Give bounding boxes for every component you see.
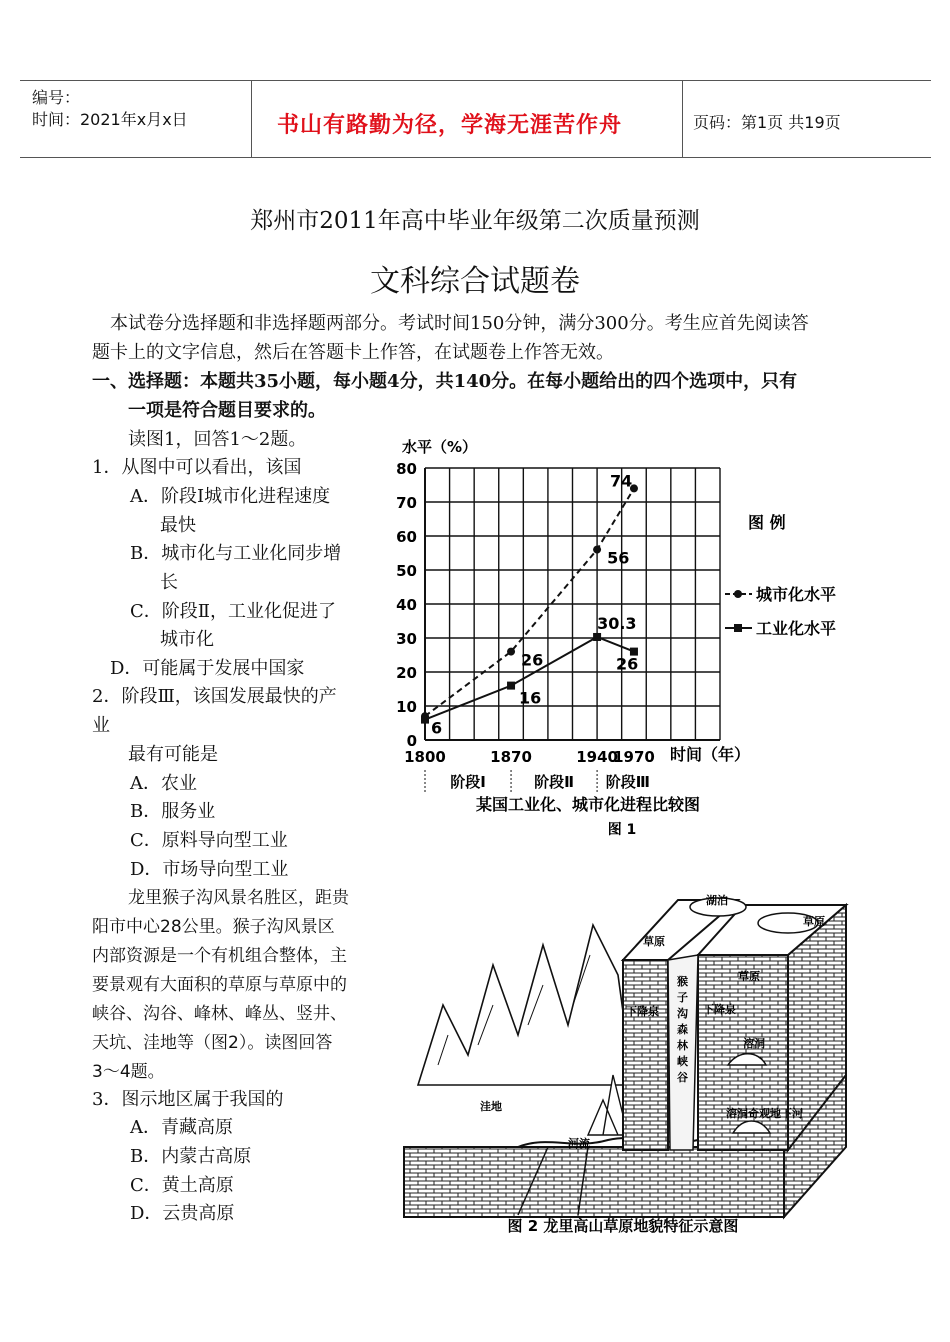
label-spring: 下降泉 bbox=[626, 1005, 659, 1018]
q2-option-b: B．服务业 bbox=[130, 801, 216, 822]
legend-marker bbox=[734, 590, 742, 598]
urbanization-point bbox=[593, 546, 601, 554]
q1-option-a: A．阶段Ⅰ城市化进程速度 bbox=[130, 486, 331, 507]
urbanization-data-label: 56 bbox=[607, 548, 630, 568]
gorge-wall-right bbox=[698, 955, 788, 1150]
y-tick-label: 20 bbox=[396, 664, 417, 682]
q3-option-b: B．内蒙古高原 bbox=[130, 1146, 252, 1167]
passage-line: 天坑、洼地等（图2）。读图回答 bbox=[92, 1033, 333, 1053]
q2-option-d: D．市场导向型工业 bbox=[130, 859, 289, 880]
q2-option-c: C．原料导向型工业 bbox=[130, 830, 288, 851]
q3-option-d: D．云贵高原 bbox=[130, 1203, 235, 1224]
header-divider bbox=[682, 81, 683, 157]
legend-label: 工业化水平 bbox=[756, 619, 837, 638]
label-grassland: 草原 bbox=[803, 915, 825, 928]
chart-ylabel: 水平（%） bbox=[402, 438, 478, 456]
label-spring: 下降泉 bbox=[703, 1003, 736, 1016]
label-cave-wonder: 溶洞奇观 bbox=[726, 1107, 770, 1120]
industrialization-point bbox=[507, 682, 515, 690]
header-divider bbox=[251, 81, 252, 157]
x-tick-label: 1870 bbox=[490, 748, 532, 766]
y-tick-label: 40 bbox=[396, 596, 417, 614]
motto: 书山有路勤为径，学海无涯苦作舟 bbox=[277, 112, 623, 138]
q1-option-c-cont: 城市化 bbox=[160, 629, 214, 650]
label-gorge: 猴子沟森林峡谷 bbox=[677, 975, 688, 1084]
industrialization-data-label: 26 bbox=[615, 654, 639, 674]
label-grassland: 草原 bbox=[738, 970, 760, 983]
passage-line: 峡谷、沟谷、峰林、峰丛、竖井、 bbox=[92, 1004, 347, 1024]
y-tick-label: 70 bbox=[396, 494, 417, 512]
intro-line-1: 本试卷分选择题和非选择题两部分。考试时间150分钟，满分300分。考生应首先阅读答 bbox=[110, 313, 809, 334]
legend-marker bbox=[734, 624, 742, 632]
urbanization-point bbox=[507, 648, 515, 656]
peak-forest bbox=[418, 925, 633, 1085]
chart-xlabel: 时间（年） bbox=[670, 745, 751, 764]
y-tick-label: 10 bbox=[396, 698, 417, 716]
document-header bbox=[20, 80, 931, 158]
q3-option-c: C．黄土高原 bbox=[130, 1175, 234, 1196]
y-tick-label: 30 bbox=[396, 630, 417, 648]
urbanization-data-label: 26 bbox=[521, 650, 544, 670]
chart-title: 某国工业化、城市化进程比较图 bbox=[475, 795, 701, 814]
q1-option-b: B．城市化与工业化同步增 bbox=[130, 543, 342, 564]
urbanization-line bbox=[425, 488, 637, 716]
gorge-wall-left bbox=[623, 960, 668, 1150]
date-label: 时间：2021年x月x日 bbox=[32, 110, 188, 129]
q2-stem-cont2: 最有可能是 bbox=[128, 744, 218, 765]
figure2-caption: 图 2 龙里高山草原地貌特征示意图 bbox=[507, 1217, 739, 1235]
q1-option-b-cont: 长 bbox=[160, 572, 178, 593]
q2-stem: 2．阶段Ⅲ，该国发展最快的产 bbox=[92, 686, 337, 707]
section-heading-cont: 一项是符合题目要求的。 bbox=[128, 400, 326, 421]
q3-option-a: A．青藏高原 bbox=[130, 1117, 233, 1138]
industrialization-point bbox=[421, 716, 429, 724]
passage-line: 阳市中心28公里。猴子沟风景区 bbox=[92, 917, 335, 937]
y-tick-label: 0 bbox=[406, 732, 417, 750]
label-cave: 溶洞 bbox=[743, 1037, 765, 1050]
figure1-label: 图 1 bbox=[607, 822, 637, 838]
passage-line: 龙里猴子沟风景名胜区，距贵 bbox=[128, 888, 349, 908]
number-label: 编号： bbox=[32, 88, 81, 107]
industrialization-data-label: 16 bbox=[519, 688, 542, 708]
q1-stem: 1．从图中可以看出，该国 bbox=[92, 457, 302, 478]
passage-line: 内部资源是一个有机组合整体，主 bbox=[92, 946, 347, 966]
q2-stem-cont: 业 bbox=[92, 715, 110, 736]
legend-title: 图 例 bbox=[748, 513, 786, 532]
q3-stem: 3．图示地区属于我国的 bbox=[92, 1089, 284, 1110]
bedrock-front bbox=[404, 1147, 784, 1217]
q1-option-a-cont: 最快 bbox=[160, 515, 196, 536]
urbanization-data-label: 74 bbox=[609, 471, 633, 491]
exam-subtitle: 文科综合试题卷 bbox=[370, 264, 580, 299]
section-heading: 一、选择题：本题共35小题，每小题4分，共140分。在每小题给出的四个选项中，只有 bbox=[92, 371, 798, 392]
q1-option-d: D．可能属于发展中国家 bbox=[110, 658, 305, 679]
label-river: 河流 bbox=[568, 1137, 590, 1150]
figure1-chart bbox=[380, 430, 880, 845]
legend-label: 城市化水平 bbox=[756, 585, 837, 604]
stage-label: 阶段Ⅰ bbox=[450, 773, 486, 791]
intro-line-2: 题卡上的文字信息，然后在答题卡上作答，在试题卷上作答无效。 bbox=[92, 342, 614, 363]
q2-option-a: A．农业 bbox=[130, 773, 197, 794]
stage-label: 阶段Ⅱ bbox=[534, 773, 575, 791]
stage-label: 阶段Ⅲ bbox=[605, 773, 650, 791]
figure2-diagram bbox=[398, 885, 858, 1250]
label-grassland: 草原 bbox=[643, 935, 665, 948]
y-tick-label: 60 bbox=[396, 528, 417, 546]
exam-title: 郑州市2011年高中毕业年级第二次质量预测 bbox=[250, 208, 700, 234]
x-tick-label: 1970 bbox=[613, 748, 655, 766]
x-tick-label: 1800 bbox=[404, 748, 446, 766]
label-underground-river: 地下河 bbox=[770, 1107, 803, 1120]
x-tick-label: 1940 bbox=[576, 748, 618, 766]
page-info: 页码：第1页 共19页 bbox=[693, 113, 841, 132]
passage-line: 要景观有大面积的草原与草原中的 bbox=[92, 975, 347, 995]
industrialization-point bbox=[593, 633, 601, 641]
y-tick-label: 80 bbox=[396, 460, 417, 478]
label-lake: 湖泊 bbox=[706, 894, 728, 907]
passage-line: 3～4题。 bbox=[92, 1062, 165, 1082]
read-prompt: 读图1，回答1～2题。 bbox=[128, 429, 307, 450]
q1-option-c: C．阶段Ⅱ，工业化促进了 bbox=[130, 601, 337, 622]
industrialization-data-label: 6 bbox=[431, 718, 443, 738]
y-tick-label: 50 bbox=[396, 562, 417, 580]
industrialization-data-label: 30.3 bbox=[597, 613, 637, 633]
label-depression: 洼地 bbox=[480, 1100, 502, 1113]
